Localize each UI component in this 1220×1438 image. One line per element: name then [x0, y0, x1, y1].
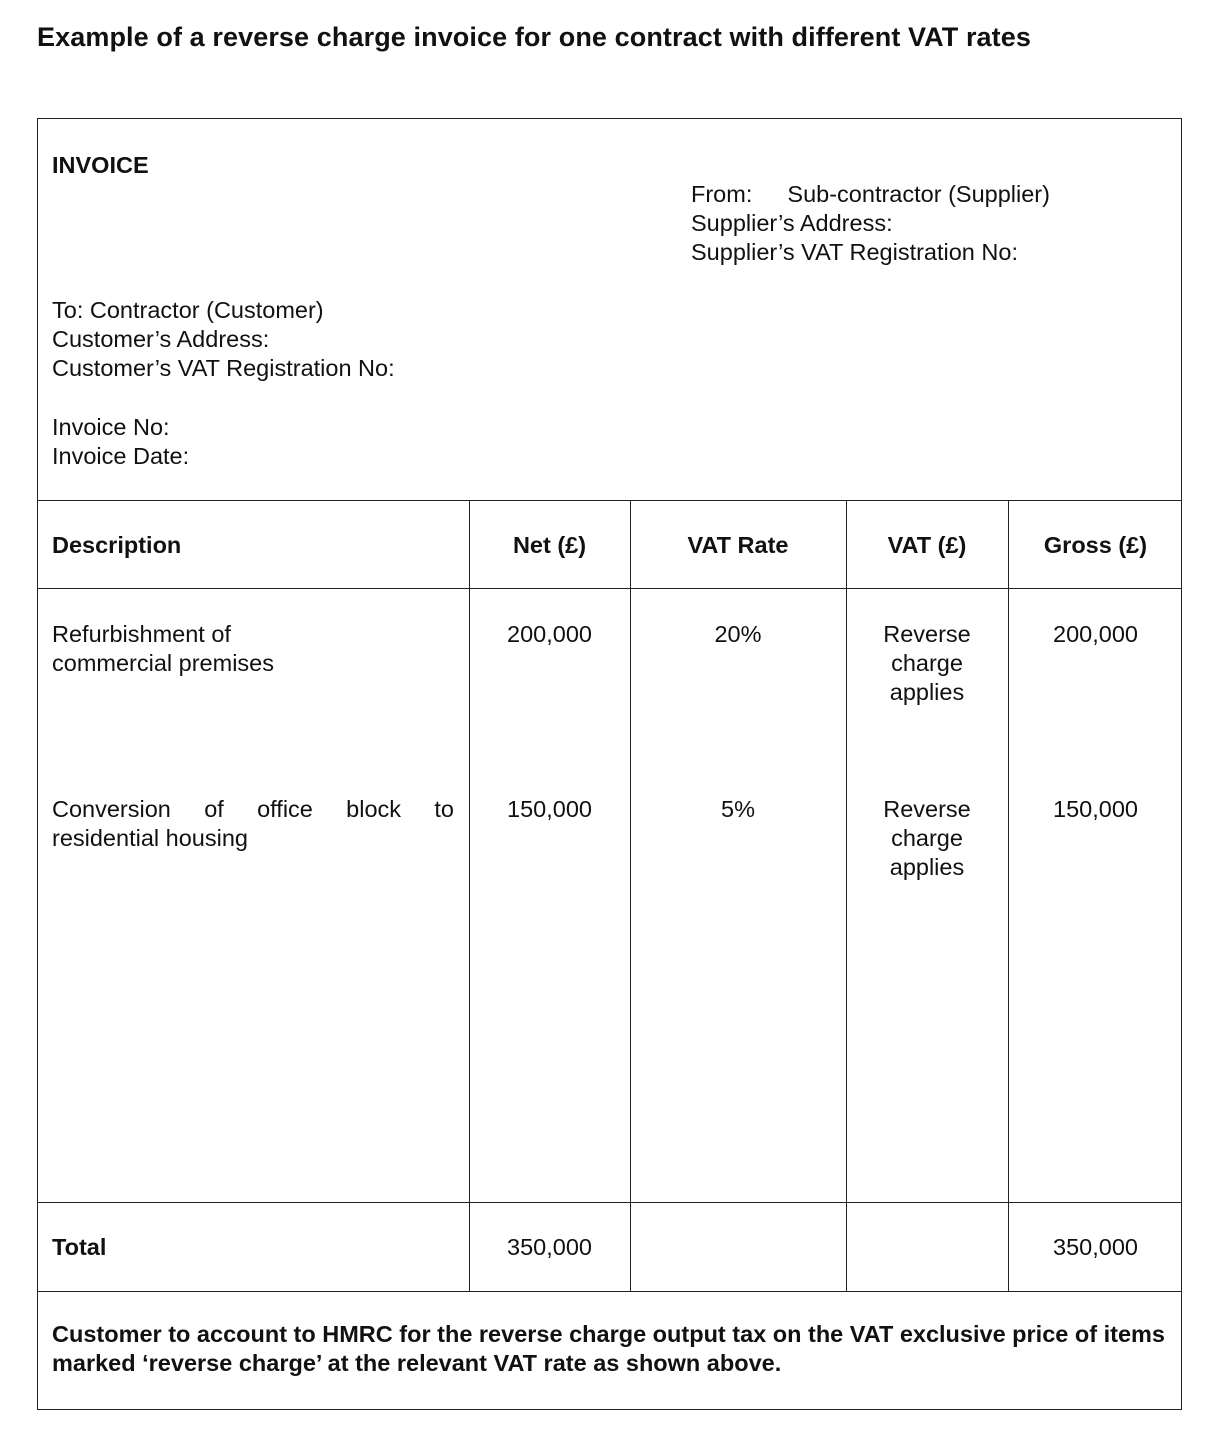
vat-note-line: applies	[889, 679, 965, 705]
total-net: 350,000	[507, 1234, 592, 1260]
table-row-1-vat	[846, 620, 1008, 707]
table-row-1-net: 200,000	[507, 621, 592, 647]
col-divider-2	[630, 500, 631, 1291]
vat-note-line: charge	[891, 825, 963, 851]
total-gross: 350,000	[1053, 1234, 1138, 1260]
table-row-2-vat-rate: 5%	[721, 796, 755, 822]
vat-note-line: Reverse	[883, 621, 971, 647]
header-vat-rate: VAT Rate	[687, 532, 789, 558]
description-word: of	[204, 796, 224, 822]
customer-to-line: To: Contractor (Customer)	[52, 297, 324, 323]
table-row-2-vat	[846, 795, 1008, 882]
description-word: block	[346, 796, 402, 822]
vat-note-line: applies	[889, 854, 965, 880]
invoice-date-label: Invoice Date:	[52, 443, 190, 469]
description-line	[52, 795, 454, 824]
table-top-border	[38, 500, 1181, 501]
invoice-no-label: Invoice No:	[52, 414, 170, 440]
table-row-1-vat-rate: 20%	[714, 621, 762, 647]
description-line: commercial premises	[52, 650, 274, 676]
total-top-border	[38, 1202, 1181, 1203]
vat-note-line: charge	[891, 650, 963, 676]
description-line: residential housing	[52, 825, 248, 851]
header-bottom-border	[38, 588, 1181, 589]
vat-note-line: Reverse	[883, 796, 971, 822]
total-label: Total	[52, 1234, 107, 1260]
table-row-1-gross: 200,000	[1053, 621, 1138, 647]
table-row-2-description	[52, 795, 454, 853]
description-word: to	[434, 796, 454, 822]
header-description: Description	[52, 532, 182, 558]
description-word: office	[257, 796, 313, 822]
header-gross: Gross (£)	[1043, 532, 1148, 558]
description-line: Refurbishment of	[52, 621, 231, 647]
table-row-2-gross: 150,000	[1053, 796, 1138, 822]
customer-vat-label: Customer’s VAT Registration No:	[52, 355, 395, 381]
col-divider-4	[1008, 500, 1009, 1291]
total-bottom-border	[38, 1291, 1181, 1292]
description-word: Conversion	[52, 796, 171, 822]
invoice-heading: INVOICE	[52, 152, 149, 178]
table-row-2-net: 150,000	[507, 796, 592, 822]
invoice-frame	[37, 118, 1182, 1410]
supplier-address-label: Supplier’s Address:	[691, 210, 893, 236]
page-title: Example of a reverse charge invoice for one contract with different VAT rates	[37, 22, 1031, 52]
header-net: Net (£)	[512, 532, 587, 558]
col-divider-1	[469, 500, 470, 1291]
table-row-1-description	[52, 620, 274, 678]
customer-address-label: Customer’s Address:	[52, 326, 270, 352]
from-label: From:	[691, 181, 753, 207]
footer-note: Customer to account to HMRC for the reverse charge output tax on the VAT exclusive price of items marked ‘reverse charge’ at the relevant VAT rate as shown above.	[52, 1321, 1165, 1376]
supplier-name: Sub-contractor (Supplier)	[787, 181, 1050, 207]
col-divider-3	[846, 500, 847, 1291]
from-line	[691, 180, 1050, 209]
supplier-vat-label: Supplier’s VAT Registration No:	[691, 239, 1018, 265]
header-vat: VAT (£)	[887, 532, 967, 558]
